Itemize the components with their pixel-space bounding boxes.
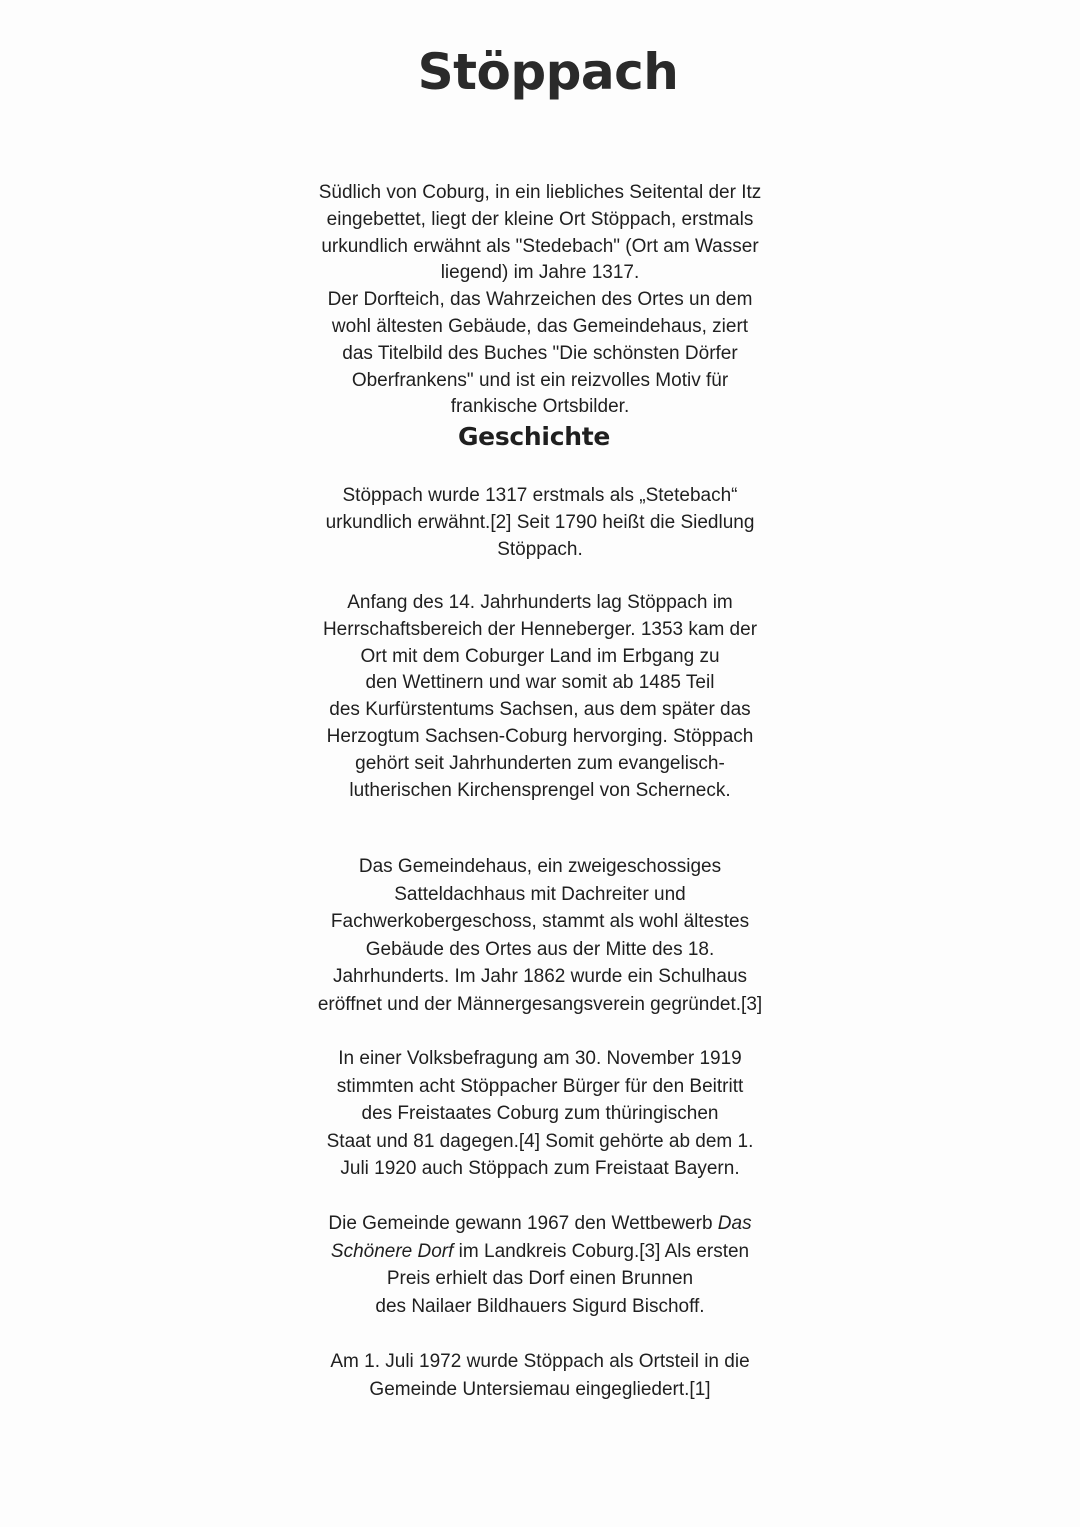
intro-line: wohl ältesten Gebäude, das Gemeindehaus, ziert — [331, 315, 749, 337]
paragraph-line: Anfang des 14. Jahrhunderts lag Stöppach im — [347, 592, 733, 613]
intro-line: Der Dorfteich, das Wahrzeichen des Ortes un dem — [327, 289, 753, 311]
paragraph-line: Fachwerkobergeschoss, stammt als wohl ältestes — [330, 911, 750, 932]
paragraph-line: Herzogtum Sachsen-Coburg hervorging. Stöppach — [326, 725, 754, 747]
paragraph-line: stimmten acht Stöppacher Bürger für den Beitritt — [336, 1075, 744, 1097]
competition-name-part: Schönere Dorf — [330, 1240, 454, 1262]
history-paragraph-1 — [290, 483, 790, 563]
paragraph-line: Stöppach wurde 1317 erstmals als „Stetebach“ — [342, 485, 738, 506]
history-paragraph-5 — [290, 1210, 790, 1320]
paragraph-line: lutherischen Kirchensprengel von Scherneck. — [349, 779, 731, 801]
paragraph-line: Satteldachhaus mit Dachreiter und — [394, 883, 686, 905]
history-paragraph-2 — [290, 590, 790, 804]
history-paragraph-4 — [290, 1045, 790, 1183]
paragraph-line: Gemeinde Untersiemau eingegliedert.[1] — [369, 1378, 711, 1400]
paragraph-line: Preis erhielt das Dorf einen Brunnen — [386, 1268, 694, 1289]
paragraph-line: des Freistaates Coburg zum thüringischen — [361, 1103, 719, 1124]
history-paragraph-3 — [290, 853, 790, 1018]
paragraph-line: urkundlich erwähnt.[2] Seit 1790 heißt die Siedlung — [325, 511, 755, 533]
competition-name-part: Das — [717, 1213, 752, 1234]
paragraph-line: Jahrhunderts. Im Jahr 1862 wurde ein Schulhaus — [332, 966, 748, 987]
intro-line: liegend) im Jahre 1317. — [440, 262, 640, 284]
paragraph-line: Staat und 81 dagegen.[4] Somit gehörte ab dem 1. — [326, 1130, 754, 1152]
paragraph-line: Das Gemeindehaus, ein zweigeschossiges — [358, 856, 722, 877]
paragraph-text: Die Gemeinde gewann 1967 den Wettbewerb — [328, 1213, 718, 1234]
paragraph-line: In einer Volksbefragung am 30. November 1919 — [338, 1048, 742, 1069]
paragraph-line: Stöppach. — [497, 538, 583, 560]
paragraph-line: eröffnet und der Männergesangsverein gegründet.[3] — [317, 993, 763, 1015]
paragraph-line: Gebäude des Ortes aus der Mitte des 18. — [365, 938, 715, 960]
paragraph-text: im Landkreis Coburg.[3] Als ersten — [453, 1240, 750, 1262]
section-heading-geschichte: Geschichte — [457, 422, 611, 451]
intro-paragraph — [290, 180, 790, 421]
paragraph-line: des Nailaer Bildhauers Sigurd Bischoff. — [375, 1295, 705, 1317]
paragraph-line: Juli 1920 auch Stöppach zum Freistaat Bayern. — [340, 1158, 740, 1179]
intro-line: Südlich von Coburg, in ein liebliches Seitental der Itz — [318, 182, 762, 203]
paragraph-line: den Wettinern und war somit ab 1485 Teil — [365, 672, 715, 694]
page-title: Stöppach — [417, 43, 679, 101]
paragraph-line: Ort mit dem Coburger Land im Erbgang zu — [360, 645, 720, 667]
intro-line: Oberfrankens" und ist ein reizvolles Motiv für — [351, 369, 729, 391]
intro-line: frankische Ortsbilder. — [450, 396, 630, 418]
paragraph-line: des Kurfürstentums Sachsen, aus dem später das — [329, 699, 751, 721]
history-paragraph-6 — [290, 1348, 790, 1403]
paragraph-line: gehört seit Jahrhunderten zum evangelisch- — [355, 752, 725, 774]
paragraph-line: Am 1. Juli 1972 wurde Stöppach als Ortsteil in die — [330, 1351, 750, 1372]
intro-line: eingebettet, liegt der kleine Ort Stöppach, erstmals — [326, 208, 754, 230]
paragraph-line: Herrschaftsbereich der Henneberger. 1353 kam der — [322, 618, 758, 640]
intro-line: das Titelbild des Buches "Die schönsten Dörfer — [342, 342, 738, 364]
paragraph-line — [290, 1238, 790, 1266]
intro-line: urkundlich erwähnt als "Stedebach" (Ort am Wasser — [321, 235, 759, 257]
paragraph-line — [290, 1210, 790, 1238]
